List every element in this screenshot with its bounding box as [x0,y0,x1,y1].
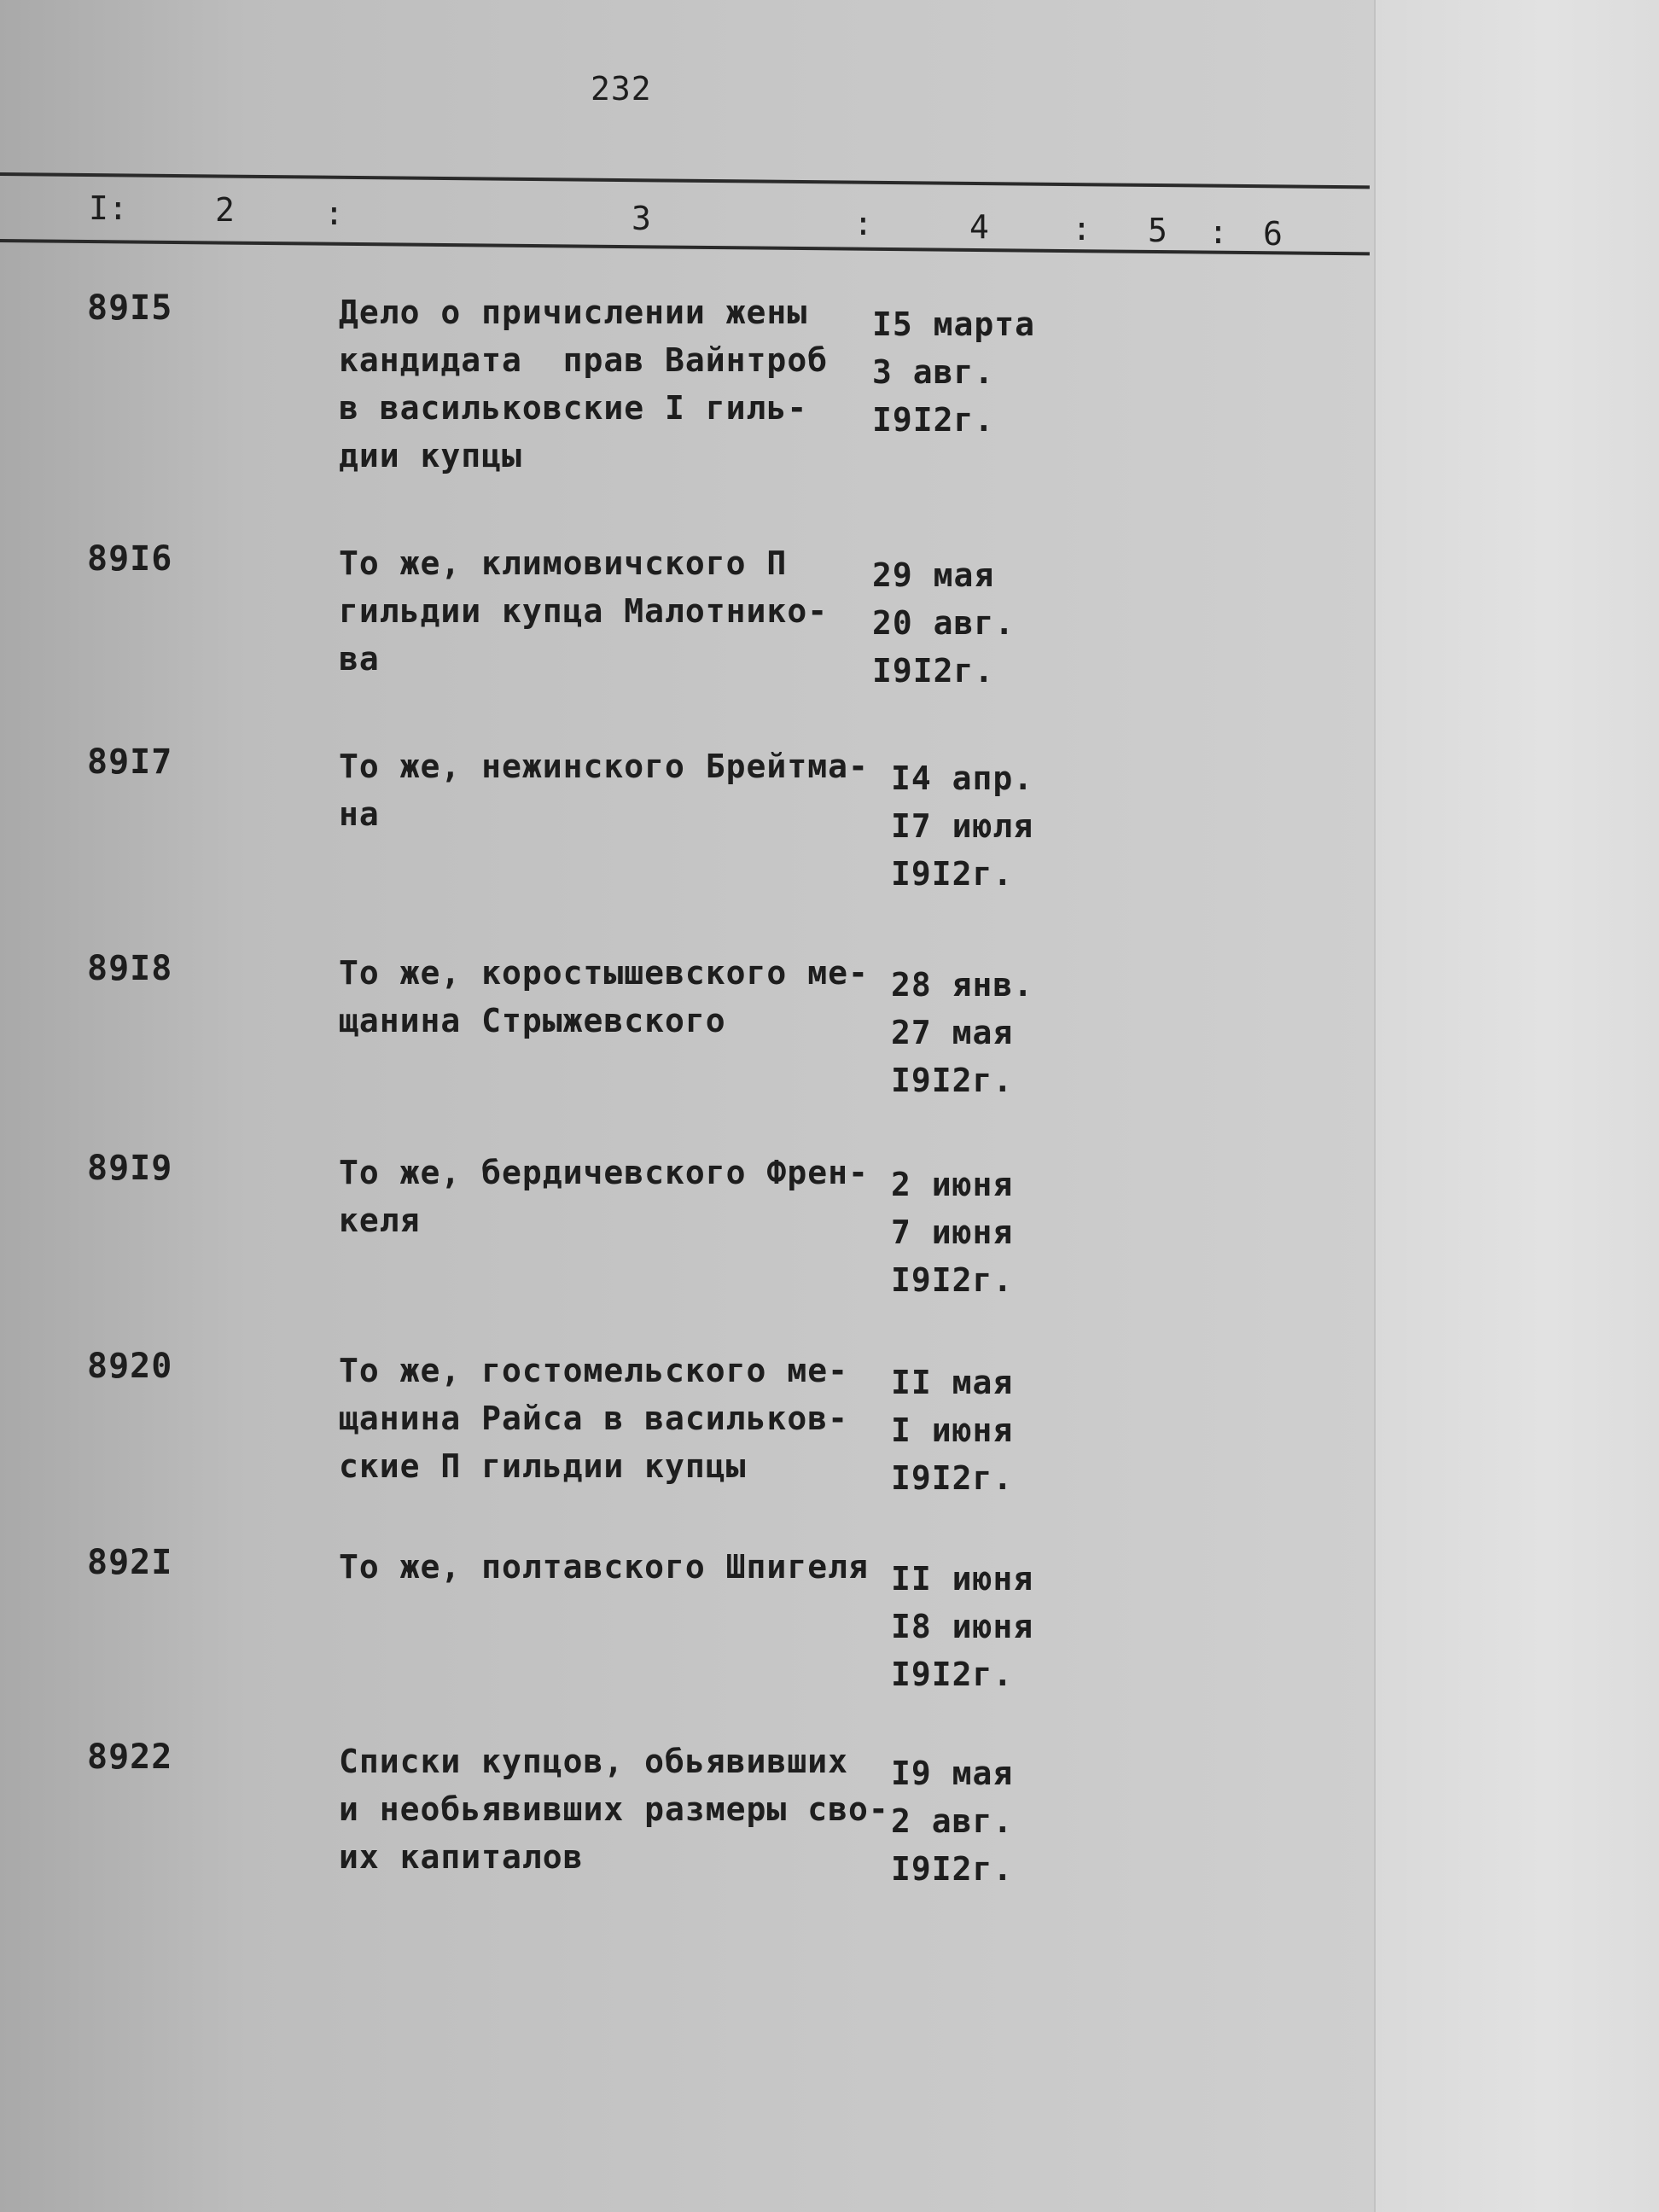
entry-number: 89I5 [87,288,173,328]
entry-dates: II мая I июня I9I2г. [891,1364,1014,1497]
column-header-4: 4 [969,208,989,246]
entry-description: Списки купцов, обьявивших и необьявивших размеры сво- их капиталов [339,1743,889,1876]
column-header-5: 5 [1148,212,1167,249]
entry-number: 8922 [87,1738,173,1777]
entry-description: То же, климовичского П гильдии купца Малотнико- ва [339,544,829,678]
entry-description: То же, полтавского Шпигеля [339,1548,869,1586]
entry-number: 89I7 [87,742,173,782]
entry-dates: I5 марта 3 авг. I9I2г. [872,306,1036,439]
entry-number: 89I6 [87,539,173,579]
column-header-3: 3 [632,200,651,237]
entry-dates: 2 июня 7 июня I9I2г. [891,1166,1014,1299]
entry-dates: II июня I8 июня I9I2г. [891,1560,1034,1693]
column-header-6: 6 [1263,215,1283,253]
entry-description: Дело о причислении жены кандидата прав Вайнтроб в васильковские I гиль- дии купцы [339,294,829,474]
entry-description: То же, коростышевского ме- щанина Стрыжевского [339,954,869,1039]
entry-number: 892I [87,1543,173,1582]
entry-dates: 29 мая 20 авг. I9I2г. [872,556,1016,690]
entry-dates: 28 янв. 27 мая I9I2г. [891,966,1034,1099]
entry-number: 89I9 [87,1149,173,1188]
column-separator: : [1208,213,1228,251]
column-separator: : [853,205,873,242]
column-separator: : [1072,210,1091,247]
entry-description: То же, нежинского Брейтма- на [339,748,869,833]
column-separator: : [324,195,344,232]
entry-dates: I4 апр. I7 июля I9I2г. [891,760,1034,893]
column-header-1: I: [89,189,128,227]
column-header-2: 2 [215,191,235,229]
table-column-headers [0,189,1374,253]
entry-number: 89I8 [87,949,173,988]
entry-description: То же, гостомельского ме- щанина Райса в васильков- ские П гильдии купцы [339,1352,848,1485]
page-number: 232 [591,70,652,108]
entry-number: 8920 [87,1347,173,1386]
page-edge [1374,0,1659,2212]
entry-dates: I9 мая 2 авг. I9I2г. [891,1755,1014,1888]
entry-description: То же, бердичевского Френ- келя [339,1154,869,1239]
